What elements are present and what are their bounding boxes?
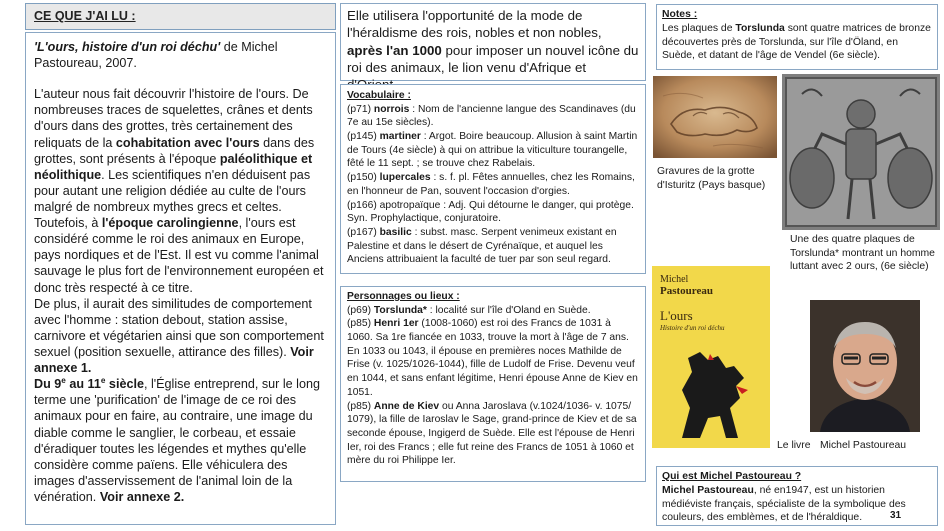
section-title: CE QUE J'AI LU :	[34, 9, 136, 23]
notes-text: Les plaques de Torslunda sont quatre matrices de bronze découvertes près de Torslunda, sur l'île d'Öland, en Suède, et datant de l'âge de Vendel (6e siècle).	[662, 22, 931, 62]
person-item: (p85) Henri 1er (1008-1060) est roi des Francs de 1031 à 1060. Sa 1re fiancée en 1033, trouve la mort à l'âge de 7 ans. En 1033 ou 1043, il épouse en premières noces Mathilde de Frise (v. 1025/1026-1044), fille de Ludolf de Frise. Devenu veuf en 1044, et sans enfant légitime, Henri épouse Anne de Kiev en 1051.	[347, 318, 638, 398]
book-cover-author: Michel Pastoureau	[660, 274, 713, 297]
cave-engraving-icon	[653, 76, 777, 158]
paragraph-3: Du 9e au 11e siècle, l'Église entreprend, sur le long terme une 'purification' de l'image de ce roi des animaux pour en faire, au contraire, une image du diable comme le sanglier, le corbeau, et essaie d'éradiquer toutes les légendes et mythes qu'elle considère comme païens. Elle véhiculera des images d'asservissement de l'animal loin de la vénération. Voir annexe 2.	[34, 376, 320, 504]
book-cover-image	[652, 266, 770, 448]
vocab-item: (p150) lupercales : s. f. pl. Fêtes annuelles, chez les Romains, en l'honneur de Pan, souvent l'occasion d'orgies.	[347, 172, 635, 197]
torslunda-plaque-icon	[782, 74, 940, 230]
vocabulary-box	[340, 84, 646, 274]
torslunda-plaque-image	[782, 74, 940, 230]
author-caption: Michel Pastoureau	[820, 440, 907, 451]
book-reference: 'L'ours, histoire d'un roi déchu' de Michel Pastoureau, 2007.	[34, 40, 278, 71]
cave-engraving-image	[653, 76, 777, 158]
plaque-caption: Une des quatre plaques de Torslunda* montrant un homme luttant avec 2 ours, (6e siècle)	[790, 234, 935, 273]
author-bio-text: Michel Pastoureau, né en1947, est un historien médiéviste français, spécialiste de la symbolique des couleurs, des emblèmes, et de l'héraldique.	[662, 484, 906, 524]
person-item: (p69) Torslunda* : localité sur l'île d'Oland en Suède.	[347, 304, 591, 316]
persons-heading: Personnages ou lieux :	[347, 291, 460, 302]
page-number: 31	[890, 510, 902, 521]
book-cover-subtitle: Histoire d'un roi déchu	[660, 324, 725, 332]
vocab-item: (p71) norrois : Nom de l'ancienne langue des Scandinaves (du 7e au 15e siècles).	[347, 103, 636, 129]
notes-heading: Notes :	[662, 9, 698, 20]
vocab-item: (p145) martiner : Argot. Boire beaucoup. Allusion à saint Martin de Tours (4e siècle) à qui on attribue la viticulture tourangelle, fêté le 11 sept. ; se trouve chez Rabelais.	[347, 131, 638, 170]
persons-box	[340, 286, 646, 482]
intro-box: Elle utilisera l'opportunité de la mode de l'héraldisme des rois, nobles et non nobles, après l'an 1000 pour imposer un nouvel icône du roi des animaux, le lion venu d'Afrique et	[340, 3, 646, 81]
author-portrait-icon	[810, 300, 920, 432]
paragraph-1: L'auteur nous fait découvrir l'histoire de l'ours. De nombreuses traces de squelettes, crânes et dents d'ours dans des grottes, très certainement des reliquats de la cohabitation avec l'ours dans des grottes, sont présents à l'époque paléolithique et néolithique. Les scientifiques n'en déduisent pas pour autant une religion dédiée au culte de l'ours malgré de nombreux mythes grecs et celtes. Toutefois, à l'époque carolingienne, l'ours est considéré comme le roi des animaux en Europe, pays nordiques et de l'Est. Il est vu comme l'animal sauvage le plus fort de l'environnement européen et donc très respecté à ce titre.	[34, 87, 324, 295]
heraldic-bear-icon	[652, 338, 770, 448]
book-caption: Le livre	[777, 440, 811, 451]
cave-caption: Gravures de la grotte d'Isturitz (Pays basque)	[657, 166, 766, 191]
book-cover-title: L'ours	[660, 308, 693, 323]
vocab-item: (p167) basilic : subst. masc. Serpent venimeux existant en Palestine et dans le désert de Cyrénaïque, et auquel les Anciens attribuaient la faculté de tuer par son seul regard.	[347, 226, 617, 266]
vocab-item: (p166) apotropaïque : Adj. Qui détourne le danger, qui protège. Syn. Prophylactique, conjuratoire.	[347, 199, 634, 225]
author-photo	[810, 300, 920, 432]
paragraph-2: De plus, il aurait des similitudes de comportement avec l'homme : station debout, station assise, carnivore et végétarien ainsi que son comportement sexuel (position sexuelle, attirance des filles). Voir annexe 1.	[34, 296, 324, 376]
main-text-box	[25, 32, 336, 525]
person-item: (p85) Anne de Kiev ou Anna Jaroslava (v.1024/1036- v. 1075/ 1079), la fille de Iaroslav le Sage, grand-prince de Kiev et de sa seconde épouse, Ingigerd de Suède. Elle est l'épouse de Henri Ier, roi des Francs ; elle fut reine des Francs de 1051 à 1060 et mère du roi Philippe Ier.	[347, 400, 637, 467]
notes-box	[656, 4, 938, 70]
section-title-box	[25, 3, 336, 30]
author-bio-heading: Qui est Michel Pastoureau ?	[662, 471, 802, 482]
vocabulary-heading: Vocabulaire :	[347, 90, 411, 101]
